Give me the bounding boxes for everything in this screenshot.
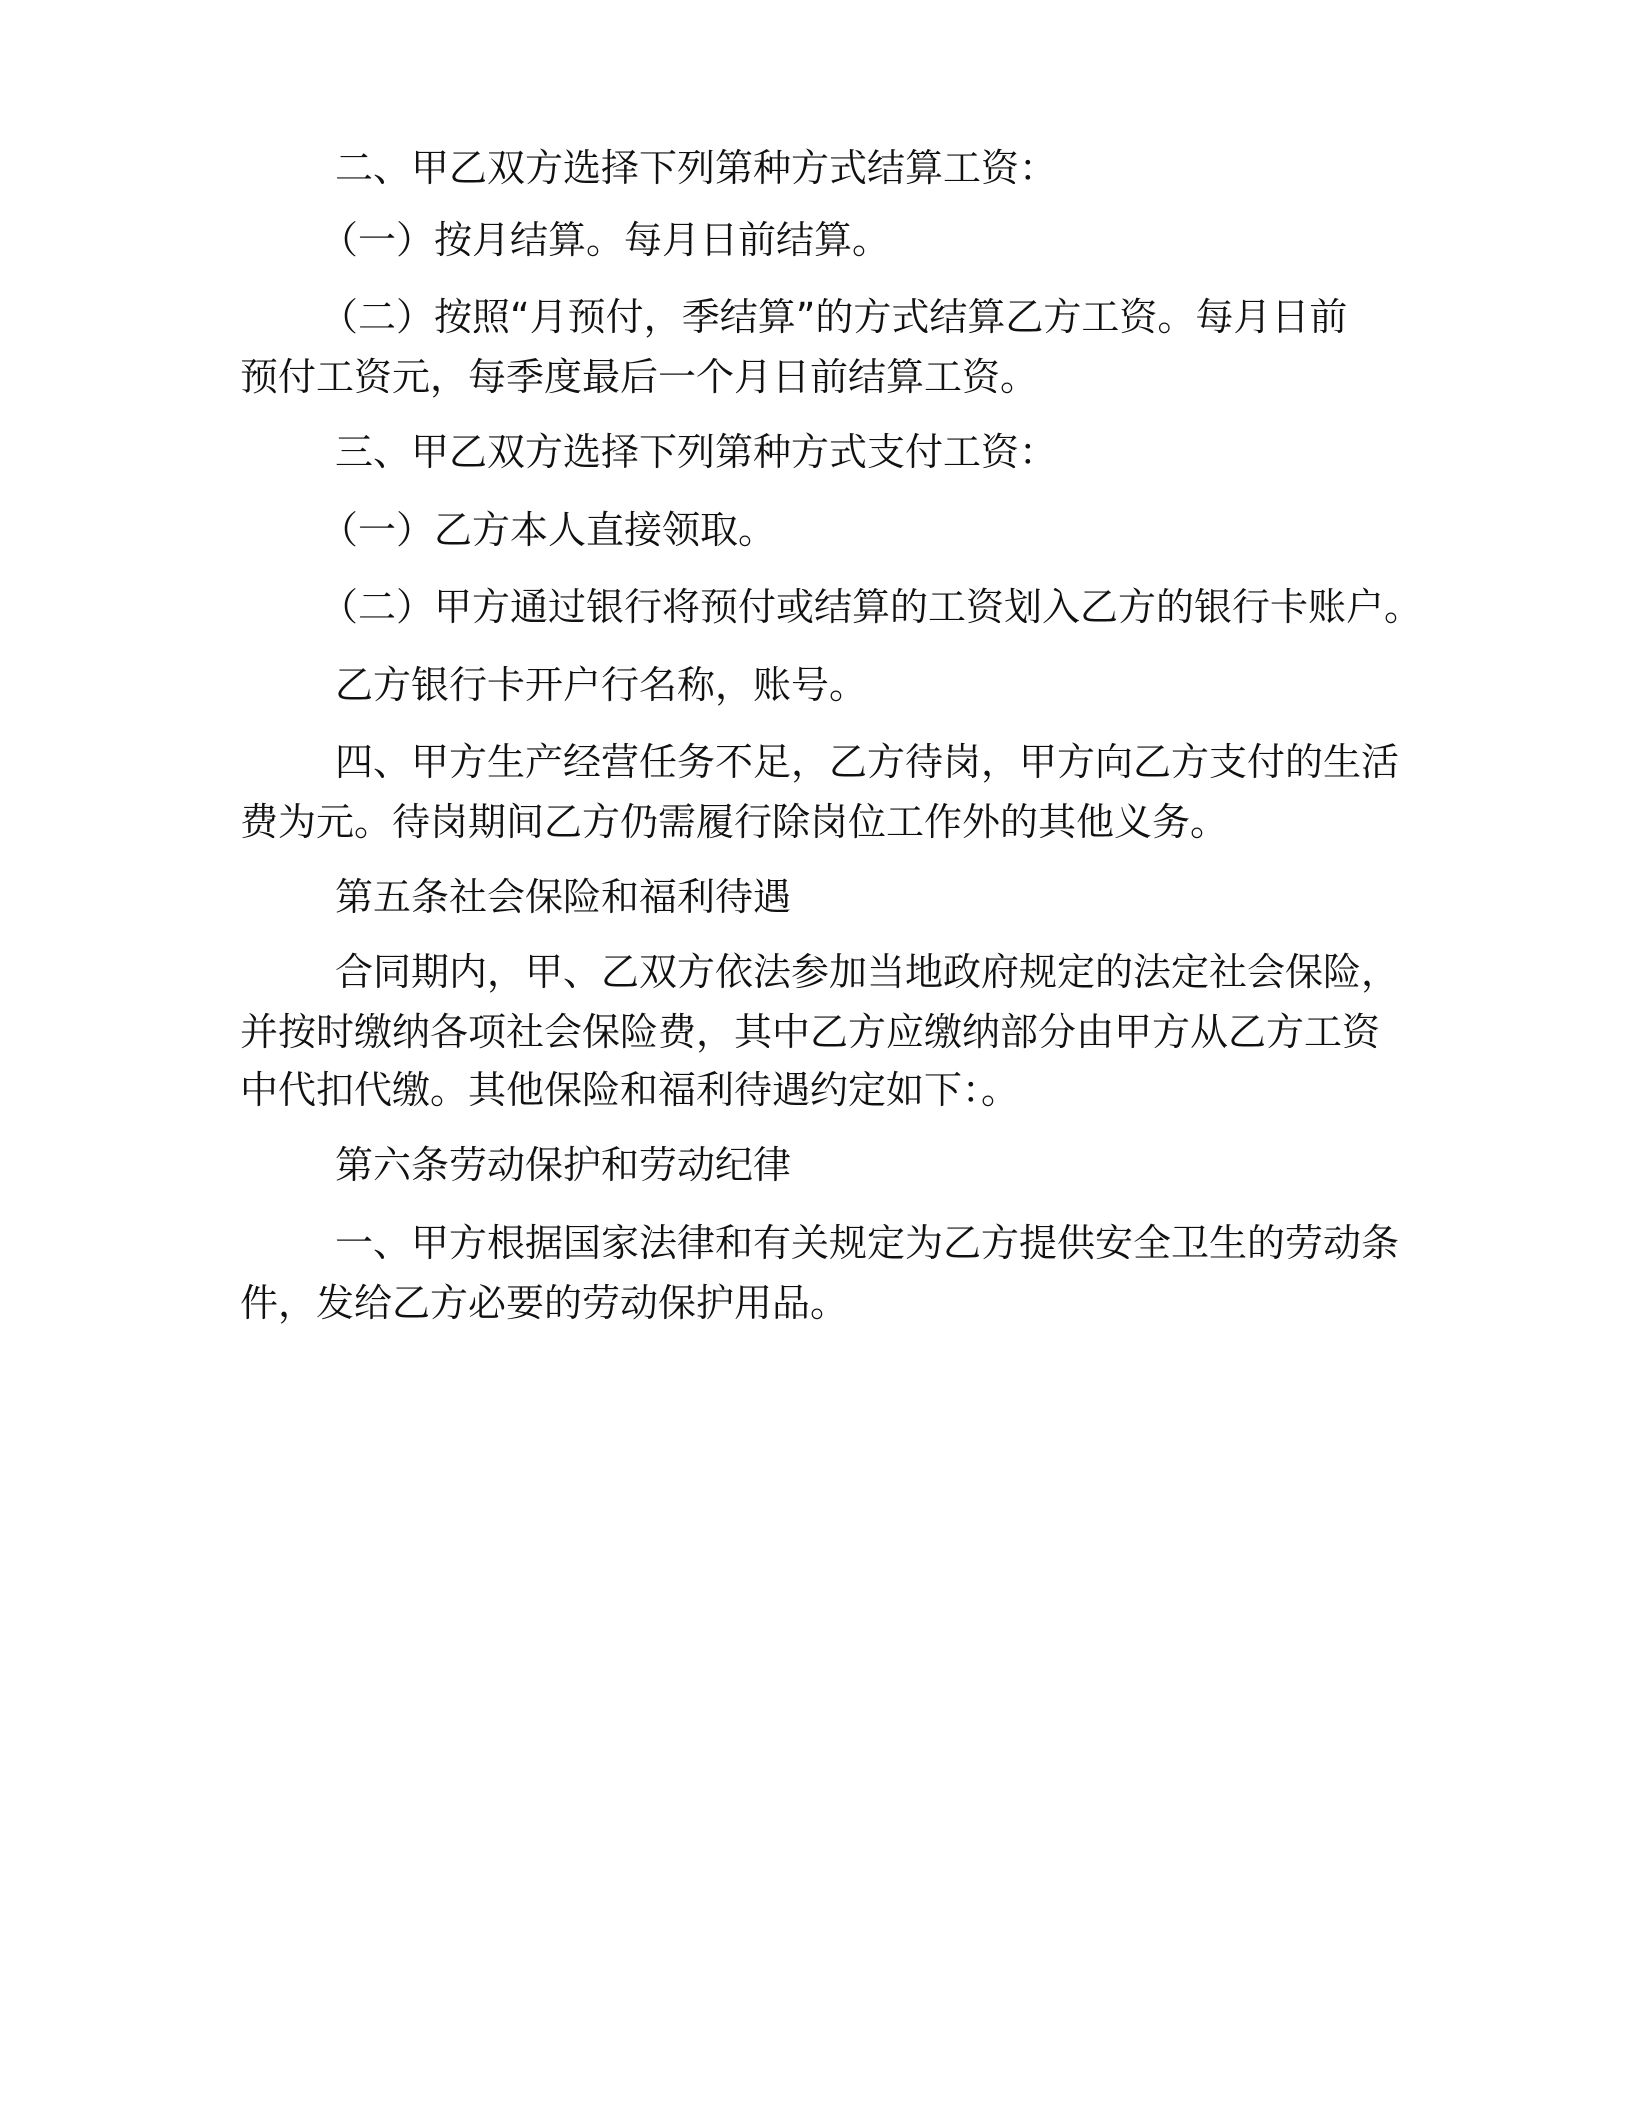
section-standby-allowance: 四、甲方生产经营任务不足，乙方待岗，甲方向乙方支付的生活: [335, 740, 1400, 784]
paragraph-labor-conditions-line-2: 件，发给乙方必要的劳动保护用品。: [240, 1281, 849, 1325]
clause-quarterly-settlement-line-2: 预付工资元，每季度最后一个月日前结算工资。: [240, 355, 1039, 399]
section-heading-wage-settlement: 二、甲乙双方选择下列第种方式结算工资：: [335, 146, 1058, 190]
paragraph-social-insurance: 合同期内，甲、乙双方依法参加当地政府规定的法定社会保险，: [335, 950, 1400, 994]
section-standby-allowance-line-2: 费为元。待岗期间乙方仍需履行除岗位工作外的其他义务。: [240, 800, 1229, 844]
clause-quarterly-settlement: （二）按照“月预付，季结算”的方式结算乙方工资。每月日前: [320, 295, 1348, 339]
clause-bank-transfer: （二）甲方通过银行将预付或结算的工资划入乙方的银行卡账户。: [320, 585, 1423, 629]
bank-account-info: 乙方银行卡开户行名称，账号。: [335, 663, 868, 707]
paragraph-social-insurance-line-2: 并按时缴纳各项社会保险费，其中乙方应缴纳部分由甲方从乙方工资: [240, 1010, 1381, 1054]
article-heading-labor-protection: 第六条劳动保护和劳动纪律: [335, 1143, 792, 1187]
section-heading-wage-payment: 三、甲乙双方选择下列第种方式支付工资：: [335, 430, 1058, 474]
paragraph-social-insurance-line-3: 中代扣代缴。其他保险和福利待遇约定如下：。: [240, 1068, 1020, 1112]
clause-monthly-settlement: （一）按月结算。每月日前结算。: [320, 218, 891, 262]
paragraph-labor-conditions: 一、甲方根据国家法律和有关规定为乙方提供安全卫生的劳动条: [335, 1221, 1400, 1265]
clause-direct-collection: （一）乙方本人直接领取。: [320, 508, 777, 552]
article-heading-social-insurance: 第五条社会保险和福利待遇: [335, 875, 792, 919]
